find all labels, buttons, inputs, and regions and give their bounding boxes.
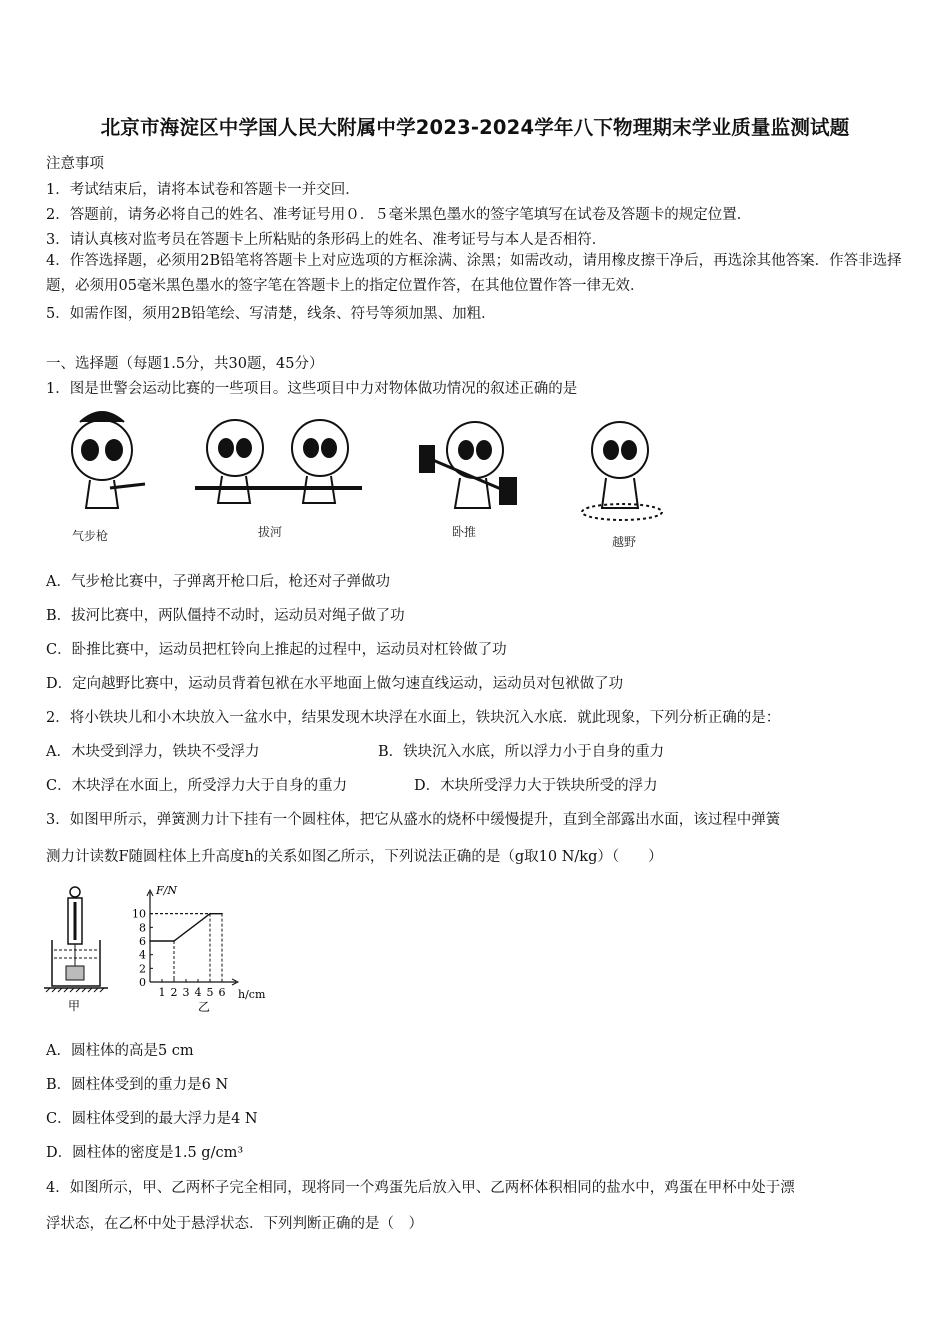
x-tick-label: 4: [194, 986, 202, 999]
y-tick-label: 10: [132, 907, 146, 921]
figure-label: 气步枪: [72, 529, 109, 543]
panda-tug-figure: [195, 420, 362, 503]
series-line-F: [150, 914, 222, 941]
option-a: A．圆柱体的高是5 cm: [46, 1043, 194, 1059]
option-d: D．定向越野比赛中，运动员背着包袱在水平地面上做匀速直线运动，运动员对包袱做了功: [46, 676, 624, 692]
y-tick-label: 2: [139, 962, 146, 976]
panda-crosscountry-figure: [582, 422, 662, 520]
option-c: C．圆柱体受到的最大浮力是4 N: [46, 1111, 258, 1127]
data-point: [173, 940, 175, 942]
data-point: [221, 913, 223, 915]
option-c: C．木块浮在水面上，所受浮力大于自身的重力: [46, 778, 348, 794]
option-b: B．铁块沉入水底，所以浮力小于自身的重力: [378, 744, 665, 760]
option-a: A．木块受到浮力，铁块不受浮力: [46, 744, 260, 760]
data-point: [209, 913, 211, 915]
notice-item: 2．答题前，请务必将自己的姓名、准考证号用０．５毫米黑色墨水的签字笔填写在试卷及答题卡的规定位置．: [46, 207, 752, 223]
notice-item: 5．如需作图，须用2B铅笔绘、写清楚，线条、符号等须加黑、加粗．: [46, 306, 496, 322]
data-point: [149, 940, 151, 942]
figure-label: 拔河: [258, 525, 283, 539]
notice-heading: 注意事项: [46, 156, 104, 172]
sports-illustration: [50, 408, 730, 548]
y-axis-label: F/N: [156, 884, 177, 897]
option-a: A．气步枪比赛中，子弹离开枪口后，枪还对子弹做功: [46, 574, 390, 590]
question-stem: 测力计读数F随圆柱体上升高度h的关系如图乙所示，下列说法正确的是（g取10 N/kg）（ ）: [46, 849, 663, 865]
question-stem: 1．图是世警会运动比赛的一些项目。这些项目中力对物体做功情况的叙述正确的是: [46, 381, 578, 397]
fig-label-left: 甲: [67, 999, 81, 1013]
panda-bench-figure: [420, 422, 516, 508]
x-tick-label: 6: [218, 986, 226, 999]
x-tick-label: 1: [158, 986, 166, 999]
x-tick-label: 3: [182, 986, 190, 999]
option-d: D．木块所受浮力大于铁块所受的浮力: [414, 778, 658, 794]
section-heading: 一、选择题（每题1.5分，共30题，45分）: [46, 356, 324, 372]
question-stem: 浮状态，在乙杯中处于悬浮状态．下列判断正确的是（ ）: [46, 1216, 423, 1232]
option-b: B．拔河比赛中，两队僵持不动时，运动员对绳子做了功: [46, 608, 405, 624]
question-stem: 2．将小铁块儿和小木块放入一盆水中，结果发现木块浮在水面上，铁块沉入水底．就此现象，下列分析正确的是：: [46, 710, 781, 726]
question-stem: 3．如图甲所示，弹簧测力计下挂有一个圆柱体，把它从盛水的烧杯中缓慢提升，直到全部露出水面，该过程中弹簧: [46, 812, 781, 828]
x-tick-label: 5: [206, 986, 214, 999]
notice-item: 4．作答选择题，必须用2B铅笔将答题卡上对应选项的方框涂满、涂黑；如需改动，请用橡皮擦干净后，再选涂其他答案．作答非选择题，必须用05毫米黑色墨水的签字笔在答题卡上的指定位置作答，在其他位置作答一律无效．: [46, 253, 902, 294]
option-b: B．圆柱体受到的重力是6 N: [46, 1077, 229, 1093]
figure-label: 卧推: [452, 525, 477, 539]
panda-rifle-figure: [72, 412, 145, 508]
notice-item: 3．请认真核对监考员在答题卡上所粘贴的条形码上的姓名、准考证号与本人是否相符．: [46, 232, 607, 248]
option-c: C．卧推比赛中，运动员把杠铃向上推起的过程中，运动员对杠铃做了功: [46, 642, 507, 658]
x-tick-label: 2: [170, 986, 178, 999]
x-axis-label: h/cm: [238, 988, 266, 1001]
force-height-chart: [124, 880, 284, 1015]
page-title: 北京市海淀区中学国人民大附属中学2023-2024学年八下物理期末学业质量监测试题: [100, 116, 850, 139]
y-tick-label: 8: [139, 921, 146, 935]
figure-label: 越野: [612, 535, 637, 549]
question-stem: 4．如图所示，甲、乙两杯子完全相同，现将同一个鸡蛋先后放入甲、乙两杯体积相同的盐水中，鸡蛋在甲杯中处于漂: [46, 1180, 795, 1196]
spring-scale-apparatus: [44, 880, 124, 1015]
notice-item: 1．考试结束后，请将本试卷和答题卡一并交回．: [46, 182, 360, 198]
y-tick-label: 4: [139, 948, 146, 962]
y-tick-label: 6: [139, 935, 146, 948]
y-tick-label: 0: [139, 976, 146, 989]
fig-label-right: 乙: [197, 1000, 211, 1014]
option-d: D．圆柱体的密度是1.5 g/cm³: [46, 1145, 244, 1161]
